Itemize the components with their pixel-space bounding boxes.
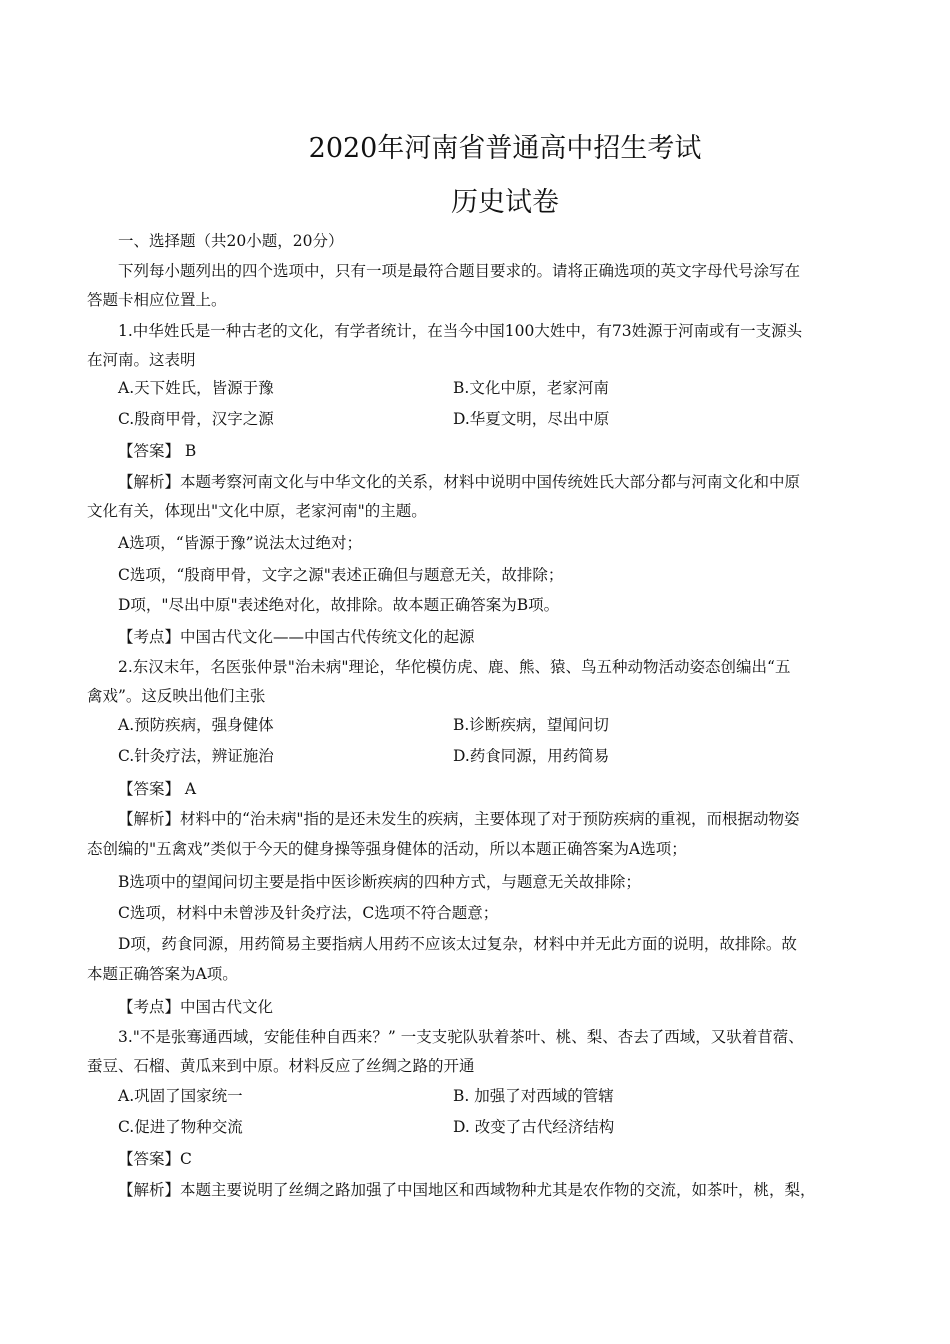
q2-option-d: D.药食同源，用药简易 bbox=[453, 747, 610, 765]
q1-analysis-line: 【解析】本题考察河南文化与中华文化的关系，材料中说明中国传统姓氏大部分都与河南文化和中原 bbox=[118, 473, 801, 491]
q1-option-b: B.文化中原，老家河南 bbox=[453, 379, 609, 397]
q3-option-d: D. 改变了古代经济结构 bbox=[453, 1118, 615, 1136]
q1-stem-line: 1.中华姓氏是一种古老的文化，有学者统计，在当今中国100大姓中，有73姓源于河南或有一支源头 bbox=[118, 322, 803, 340]
q2-answer: 【答案】 A bbox=[118, 780, 197, 798]
q2-analysis-line: C选项，材料中未曾涉及针灸疗法，C选项不符合题意； bbox=[118, 904, 499, 922]
q3-option-b: B. 加强了对西域的管辖 bbox=[453, 1087, 614, 1105]
q1-analysis-line: C选项，“殷商甲骨，文字之源"表述正确但与题意无关，故排除； bbox=[118, 566, 564, 584]
q2-option-c: C.针灸疗法，辨证施治 bbox=[118, 747, 274, 765]
q2-stem-line: 2.东汉末年，名医张仲景"治未病"理论，华佗模仿虎、鹿、熊、猿、鸟五种动物活动姿态创编出“五 bbox=[118, 658, 791, 676]
q1-analysis-line: D项，"尽出中原"表述绝对化，故排除。故本题正确答案为B项。 bbox=[118, 596, 560, 614]
q1-option-c: C.殷商甲骨，汉字之源 bbox=[118, 410, 274, 428]
q3-stem-line: 蚕豆、石榴、黄瓜来到中原。材料反应了丝绸之路的开通 bbox=[87, 1057, 475, 1075]
instruction-line: 下列每小题列出的四个选项中，只有一项是最符合题目要求的。请将正确选项的英文字母代号涂写在 bbox=[118, 262, 801, 280]
q1-point: 【考点】中国古代文化——中国古代传统文化的起源 bbox=[118, 628, 475, 646]
q1-answer: 【答案】 B bbox=[118, 442, 197, 460]
q3-answer: 【答案】C bbox=[118, 1150, 192, 1168]
instruction-line: 答题卡相应位置上。 bbox=[87, 291, 227, 309]
q3-option-a: A.巩固了国家统一 bbox=[118, 1087, 243, 1105]
exam-subtitle: 历史试卷 bbox=[451, 187, 559, 218]
q2-analysis-line: D项，药食同源，用药简易主要指病人用药不应该太过复杂，材料中并无此方面的说明，故排除。故 bbox=[118, 935, 797, 953]
q2-analysis-line: B选项中的望闻问切主要是指中医诊断疾病的四种方式，与题意无关故排除； bbox=[118, 873, 641, 891]
q2-analysis-line: 态创编的"五禽戏”类似于今天的健身操等强身健体的活动，所以本题正确答案为A选项； bbox=[87, 840, 687, 858]
section-header: 一、选择题（共20小题，20分） bbox=[118, 232, 344, 250]
q2-option-a: A.预防疾病，强身健体 bbox=[118, 716, 274, 734]
q3-option-c: C.促进了物种交流 bbox=[118, 1118, 243, 1136]
q1-option-d: D.华夏文明，尽出中原 bbox=[453, 410, 610, 428]
q2-option-b: B.诊断疾病，望闻问切 bbox=[453, 716, 609, 734]
q2-stem-line: 禽戏”。这反映出他们主张 bbox=[87, 687, 266, 705]
q1-stem-line: 在河南。这表明 bbox=[87, 351, 196, 369]
q3-analysis-line: 【解析】本题主要说明了丝绸之路加强了中国地区和西域物种尤其是农作物的交流，如茶叶，桃，梨， bbox=[118, 1181, 816, 1199]
q2-analysis-line: 本题正确答案为A项。 bbox=[87, 965, 238, 983]
q3-stem-line: 3."不是张骞通西域，安能佳种自西来？” 一支支驼队驮着茶叶、桃、梨、杏去了西域，又驮着苜蓿、 bbox=[118, 1028, 804, 1046]
q1-analysis-line: 文化有关，体现出"文化中原，老家河南"的主题。 bbox=[87, 502, 427, 520]
q1-option-a: A.天下姓氏，皆源于豫 bbox=[118, 379, 274, 397]
exam-title: 2020年河南省普通高中招生考试 bbox=[308, 133, 702, 164]
q1-analysis-line: A选项，“皆源于豫”说法太过绝对； bbox=[118, 534, 363, 552]
q2-point: 【考点】中国古代文化 bbox=[118, 998, 274, 1016]
q2-analysis-line: 【解析】材料中的“治未病"指的是还未发生的疾病，主要体现了对于预防疾病的重视，而根据动物姿 bbox=[118, 810, 800, 828]
